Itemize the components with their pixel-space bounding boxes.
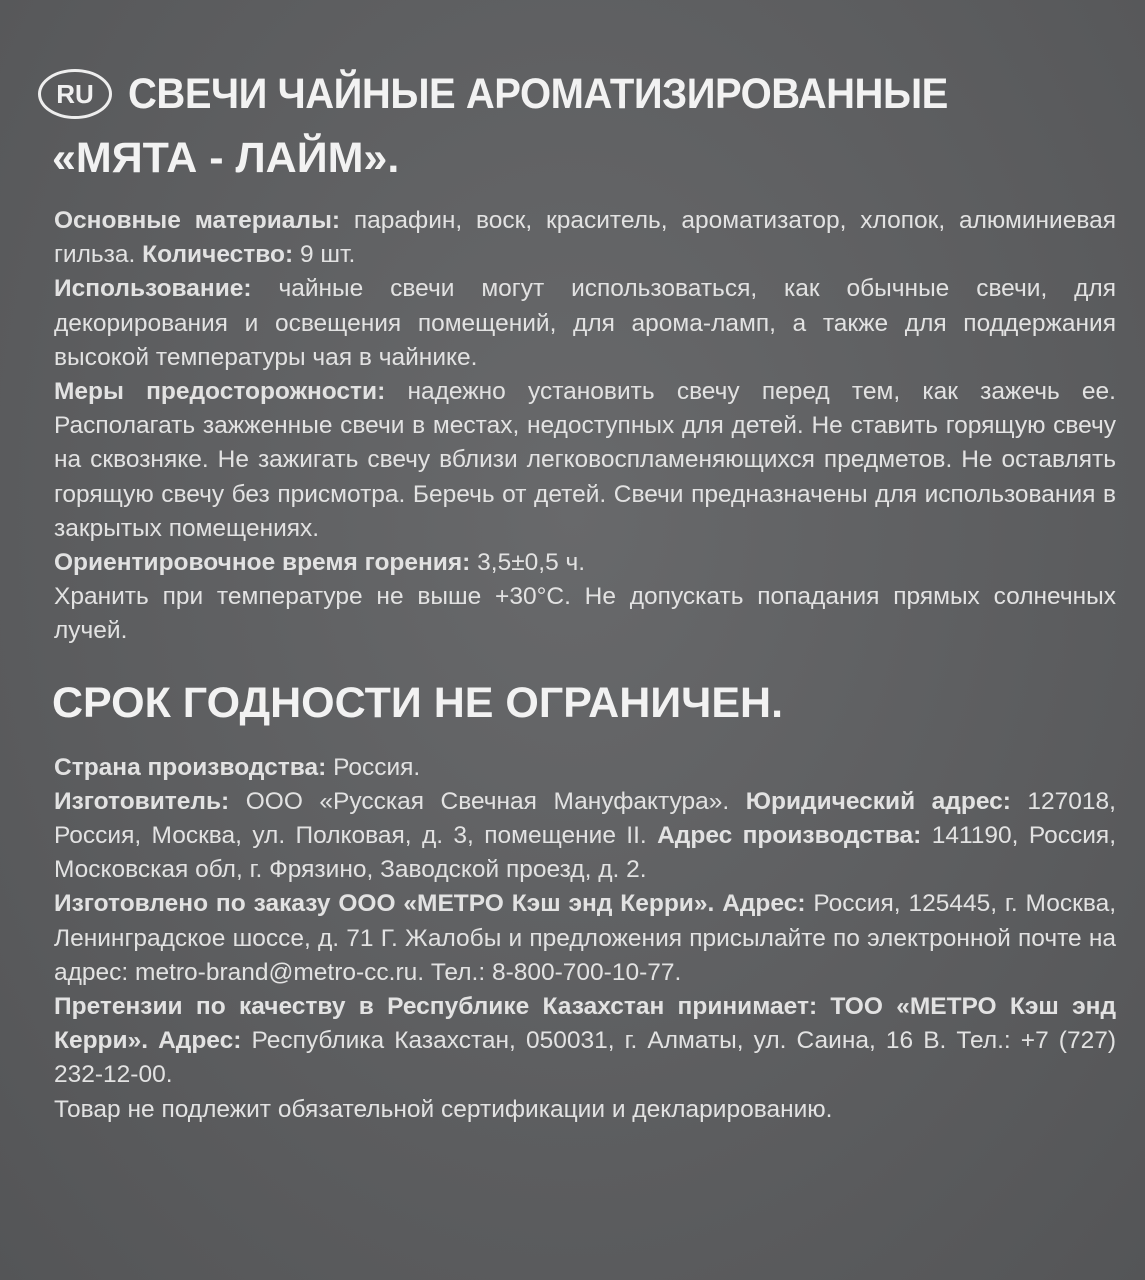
manufacturer-label: Изготовитель:	[54, 787, 230, 815]
manufacturer-paragraph	[54, 785, 1116, 888]
product-subtitle: «МЯТА - ЛАЙМ».	[52, 134, 400, 182]
ru-language-badge: RU	[38, 69, 112, 119]
certification-text: Товар не подлежит обязательной сертификации и декларированию.	[54, 1095, 833, 1123]
shelf-life-heading: СРОК ГОДНОСТИ НЕ ОГРАНИЧЕН.	[52, 678, 784, 727]
legal-address-label: Юридический адрес:	[745, 787, 1011, 815]
quantity-label: Количество:	[142, 241, 294, 269]
certification-paragraph	[54, 1093, 1116, 1127]
claims-label: Претензии по качеству в Республике Казахстан принимает: ТОО «МЕТРО Кэш энд Керри». Адрес:	[54, 993, 1116, 1055]
production-address-value: 141190, Россия, Московская обл, г. Фрязино, Заводской проезд, д. 2.	[54, 822, 1116, 884]
burn-time-paragraph	[54, 546, 1116, 580]
manufacturer-info	[54, 751, 1116, 1127]
materials-paragraph	[54, 204, 1116, 272]
product-title: СВЕЧИ ЧАЙНЫЕ АРОМАТИЗИРОВАННЫЕ	[128, 69, 948, 118]
usage-paragraph	[54, 272, 1116, 375]
precautions-text: надежно установить свечу перед тем, как зажечь ее. Располагать зажженные свечи в местах, недоступных для детей. Не ставить горящую свечу на сквозняке. Не зажигать свечу вблизи легковоспламеняющихся предметов. Не оставлять горящую свечу без присмотра. Беречь от детей. Свечи предназначены для использования в закрытых помещениях.	[54, 378, 1116, 542]
ordered-by-label: Изготовлено по заказу ООО «МЕТРО Кэш энд Керри». Адрес:	[54, 890, 806, 918]
materials-label: Основные материалы:	[54, 207, 341, 234]
manufacturer-value: ООО «Русская Свечная Мануфактура».	[245, 787, 730, 815]
ordered-by-paragraph	[54, 887, 1116, 990]
storage-paragraph	[54, 580, 1116, 648]
materials-text: парафин, воск, краситель, ароматизатор, хлопок, алюминиевая гильза.	[54, 207, 1116, 269]
burn-time-value: 3,5±0,5 ч.	[477, 549, 586, 577]
storage-text: Хранить при температуре не выше +30°С. Не допускать попадания прямых солнечных лучей.	[54, 583, 1116, 645]
legal-address-value: 127018, Россия, Москва, ул. Полковая, д. 3, помещение II.	[54, 787, 1116, 850]
usage-label: Использование:	[54, 275, 252, 303]
country-label: Страна производства:	[54, 753, 327, 781]
production-address-label: Адрес производства:	[657, 822, 922, 850]
burn-time-label: Ориентировочное время горения:	[54, 549, 471, 577]
country-paragraph	[54, 751, 1116, 785]
claims-paragraph	[54, 990, 1116, 1093]
precautions-label: Меры предосторожности:	[54, 378, 386, 406]
ordered-by-value: Россия, 125445, г. Москва, Ленинградское шоссе, д. 71 Г. Жалобы и предложения присылайте по электронной почте на адрес: metro-brand@metro-cc.ru. Тел.: 8-800-700-10-77.	[54, 890, 1117, 986]
product-description	[54, 204, 1116, 649]
usage-text: чайные свечи могут использоваться, как обычные свечи, для декорирования и освещения помещений, для арома-ламп, а также для поддержания высокой температуры чая в чайнике.	[54, 275, 1116, 371]
country-value: Россия.	[333, 753, 421, 781]
precautions-paragraph	[54, 375, 1116, 546]
header	[54, 58, 1116, 130]
claims-value: Республика Казахстан, 050031, г. Алматы, ул. Саина, 16 В. Тел.: +7 (727) 232-12-00.	[54, 1027, 1116, 1089]
label-page	[54, 58, 1116, 1127]
quantity-value: 9 шт.	[299, 241, 356, 269]
